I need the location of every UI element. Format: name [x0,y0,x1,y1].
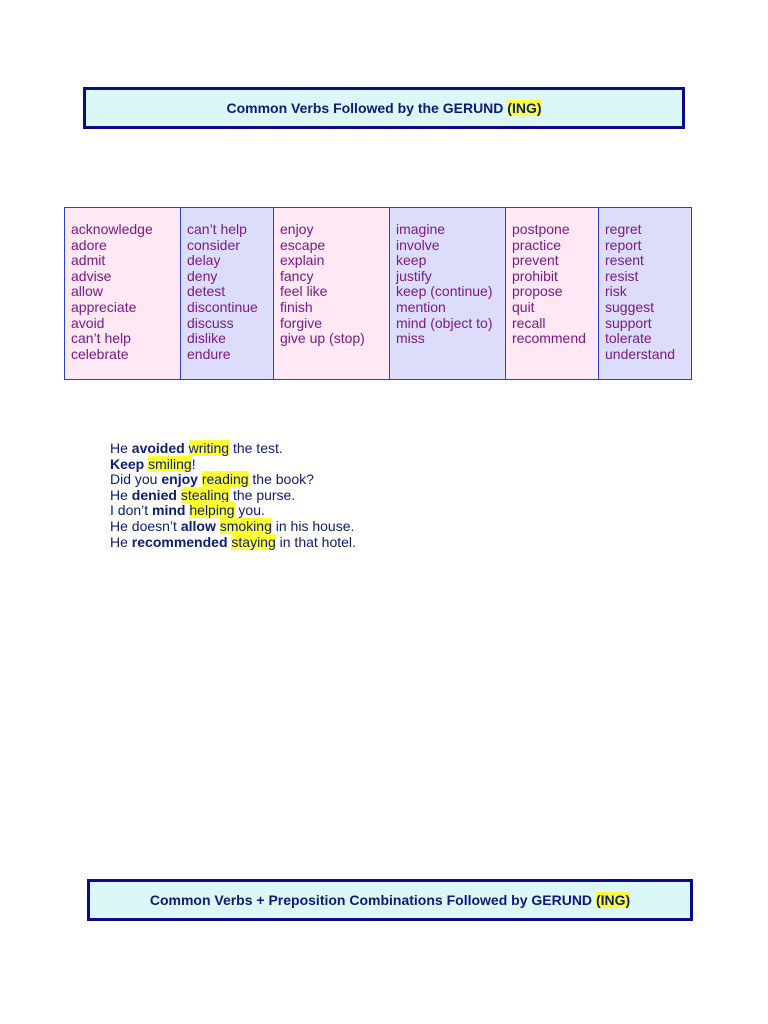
gerund-word: writing [188,440,230,456]
verb-item: can’t help [71,330,131,347]
example-sentence [110,472,356,488]
verb-item: deny [187,267,218,284]
sentence-text: He [110,486,132,503]
verb-column-4 [390,208,506,379]
gerund-word: smoking [219,517,272,534]
sentence-text: He [110,533,132,550]
verb-word: enjoy [161,471,198,488]
sentence-text: the purse. [229,486,296,503]
verb-table [64,207,692,380]
verb-item: appreciate [71,298,137,315]
example-sentence [110,488,356,504]
sentence-text [185,440,189,456]
verb-item: discuss [187,314,234,331]
verb-word: recommended [131,533,228,550]
verb-item: admit [71,252,106,269]
sentence-text: in that hotel. [275,533,356,550]
verb-item: discontinue [187,298,258,315]
verb-item: support [605,314,652,331]
verb-item: recall [512,314,546,331]
verb-item: resent [605,252,644,269]
verb-item: enjoy [280,221,314,237]
title-ing-tag: (ING) [507,100,542,116]
verb-item: fancy [280,267,314,284]
verb-item: keep [396,252,427,269]
verb-item: detest [187,283,226,300]
sentence-text: He [110,440,132,456]
verb-word: avoided [131,440,185,456]
example-sentence [110,457,356,473]
verb-item: involve [396,236,440,253]
verb-item: finish [280,298,313,315]
verb-item: delay [187,252,221,269]
verb-item: prevent [512,252,559,269]
verb-item: mention [396,298,446,315]
verb-item: dislike [187,330,226,347]
verb-item: escape [280,236,326,253]
verb-item: consider [187,236,240,253]
example-sentence [110,441,356,457]
verb-item: risk [605,283,627,300]
verb-column-6 [599,208,691,379]
example-sentence [110,535,356,551]
verb-item: justify [396,267,432,284]
title-text: Common Verbs Followed by the GERUND [226,100,504,116]
verb-item: adore [71,236,107,253]
verb-item: can’t help [187,221,247,237]
verb-item: acknowledge [71,221,153,237]
verb-item: keep (continue) [396,283,493,300]
gerund-word: smiling [148,455,192,472]
verb-item: allow [71,283,103,300]
verb-item: miss [396,330,425,347]
verb-item: practice [512,236,562,253]
verb-item: imagine [396,221,446,237]
verb-word: mind [152,502,186,519]
gerund-word: helping [189,502,235,519]
example-sentence [110,519,356,535]
sentence-text: you. [234,502,265,519]
verb-column-2 [181,208,274,379]
verb-word: Keep [110,455,145,472]
sentence-text: He doesn’t [110,517,181,534]
verb-item: report [605,236,642,253]
verb-column-5 [506,208,599,379]
sentence-text: the book? [248,471,314,488]
verb-word: allow [180,517,216,534]
gerund-word: staying [231,533,276,550]
section-title-ing-tag: (ING) [595,892,631,908]
gerund-word: reading [201,471,249,488]
gerund-word: stealing [180,486,230,503]
section-title-text: Common Verbs + Preposition Combinations Followed by GERUND [149,892,593,908]
verb-item: give up (stop) [280,330,365,347]
section-title [87,879,693,921]
verb-item: endure [187,345,231,362]
sentence-text: the test. [229,440,283,456]
verb-item: feel like [280,283,328,300]
verb-item: regret [605,221,642,237]
verb-item: advise [71,267,112,284]
verb-item: propose [512,283,563,300]
verb-item: quit [512,298,535,315]
verb-item: mind (object to) [396,314,493,331]
verb-item: postpone [512,221,570,237]
verb-item: understand [605,345,676,362]
verb-item: tolerate [605,330,652,347]
verb-item: forgive [280,314,323,331]
sentence-text: in his house. [271,517,355,534]
verb-column-3 [274,208,390,379]
example-sentence [110,503,356,519]
example-sentences [110,441,356,550]
sentence-text: Did you [110,471,162,488]
sentence-text: ! [191,455,196,472]
verb-item: resist [605,267,639,284]
verb-word: denied [131,486,177,503]
verb-item: explain [280,252,325,269]
verb-item: suggest [605,298,655,315]
verb-column-1 [65,208,181,379]
verb-item: avoid [71,314,105,331]
verb-item: celebrate [71,345,129,362]
verb-item: recommend [512,330,586,347]
sentence-text: I don’t [110,502,153,519]
verb-item: prohibit [512,267,558,284]
page-title [83,87,685,129]
